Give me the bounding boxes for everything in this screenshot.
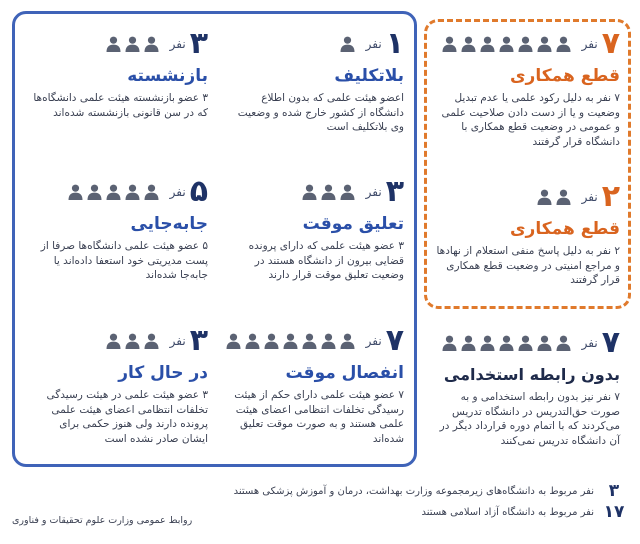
person-icon bbox=[124, 36, 141, 52]
card-undetermined bbox=[226, 27, 404, 135]
card-transfer bbox=[30, 175, 208, 283]
card-description: ۵ عضو هیئت علمی دانشگاه‌ها صرفا از پست مدیریتی خود استعفا داده‌اند یا جابه‌جا شده‌اند bbox=[40, 240, 208, 281]
people-icons bbox=[301, 184, 356, 200]
footer-note-health bbox=[234, 481, 628, 501]
card-title: قطع همکاری bbox=[509, 219, 620, 239]
person-icon bbox=[143, 184, 160, 200]
card-orange-2 bbox=[436, 180, 620, 288]
person-icon bbox=[339, 184, 356, 200]
person-icon bbox=[441, 335, 458, 351]
card-unit: نفر bbox=[365, 37, 382, 51]
card-description: ۳ عضو هیئت علمی در هیئت رسیدگی تخلفات انتظامی اعضای هیئت علمی پرونده دارند ولی هنوز حکمی برای ایشان صادر نشده است bbox=[46, 389, 208, 445]
person-icon bbox=[339, 333, 356, 349]
footer-text: نفر مربوط به دانشگاه آزاد اسلامی هستند bbox=[421, 506, 594, 518]
card-unit: نفر bbox=[169, 37, 186, 51]
person-icon bbox=[339, 36, 356, 52]
card-count: ۷ bbox=[385, 323, 404, 358]
card-title: بدون رابطه استخدامی bbox=[443, 365, 620, 384]
people-icons bbox=[105, 333, 160, 349]
card-retired bbox=[30, 27, 208, 120]
person-icon bbox=[536, 335, 553, 351]
person-icon bbox=[124, 184, 141, 200]
card-count: ۳ bbox=[189, 26, 208, 61]
person-icon bbox=[479, 36, 496, 52]
person-icon bbox=[105, 333, 122, 349]
people-icons bbox=[441, 335, 572, 351]
person-icon bbox=[555, 335, 572, 351]
card-unit: نفر bbox=[169, 334, 186, 348]
card-description: ۷ نفر به دلیل رکود علمی یا عدم تبدیل وضعیت و یا از دست دادن صلاحیت علمی و عمومی در وضعیت قطع همکاری با دانشگاه قرار گرفتند bbox=[441, 92, 620, 148]
card-no-employment bbox=[436, 326, 620, 448]
person-icon bbox=[517, 335, 534, 351]
person-icon bbox=[86, 184, 103, 200]
person-icon bbox=[263, 333, 280, 349]
person-icon bbox=[244, 333, 261, 349]
credit-line: روابط عمومی وزارت علوم تحقیقات و فناوری bbox=[12, 515, 193, 526]
card-unit: نفر bbox=[365, 185, 382, 199]
card-count: ۳ bbox=[385, 174, 404, 209]
person-icon bbox=[479, 335, 496, 351]
people-icons bbox=[441, 36, 572, 52]
person-icon bbox=[301, 333, 318, 349]
footer-note-azad bbox=[421, 502, 628, 522]
card-count: ۱ bbox=[385, 26, 404, 61]
person-icon bbox=[124, 333, 141, 349]
card-title: بلاتکلیف bbox=[334, 66, 404, 86]
card-title: تعلیق موقت bbox=[302, 214, 404, 234]
card-count: ۳ bbox=[189, 323, 208, 358]
card-count: ۷ bbox=[601, 26, 620, 61]
person-icon bbox=[143, 333, 160, 349]
card-title: قطع همکاری bbox=[509, 66, 620, 86]
card-description: ۳ عضو هیئت علمی که دارای پرونده قضایی بیرون از دانشگاه هستند در وضعیت تعلیق موقت قرار دارند bbox=[248, 240, 404, 281]
person-icon bbox=[143, 36, 160, 52]
card-unit: نفر bbox=[581, 336, 598, 350]
person-icon bbox=[460, 36, 477, 52]
card-temp-suspension bbox=[226, 175, 404, 283]
card-description: ۷ نفر نیز بدون رابطه استخدامی و به صورت حق‌التدریس در دانشگاه تدریس می‌کردند که با اتمام دوره قرارداد دیگر در آن دانشگاه تدریس نمی‌کنند bbox=[439, 391, 620, 447]
person-icon bbox=[555, 36, 572, 52]
person-icon bbox=[460, 335, 477, 351]
card-title: بازنشسته bbox=[127, 66, 208, 86]
card-title: انفصال موقت bbox=[285, 363, 404, 383]
card-count: ۷ bbox=[601, 325, 620, 360]
footer-text: نفر مربوط به دانشگاه‌های زیرمجموعه وزارت بهداشت، درمان و آموزش پزشکی هستند bbox=[233, 485, 594, 497]
card-count: ۵ bbox=[189, 174, 208, 209]
card-description: ۲ نفر به دلیل پاسخ منفی استعلام از نهادها و مراجع امنیتی در وضعیت قطع همکاری قرار گرفتند bbox=[436, 245, 620, 286]
person-icon bbox=[105, 36, 122, 52]
card-description: ۷ عضو هیئت علمی دارای حکم از هیئت رسیدگی تخلفات انتظامی اعضای هیئت علمی هستند و به صورت موقت تعلیق شده‌اند bbox=[234, 389, 404, 445]
person-icon bbox=[105, 184, 122, 200]
card-title: جابه‌جایی bbox=[130, 214, 208, 234]
card-unit: نفر bbox=[169, 185, 186, 199]
person-icon bbox=[67, 184, 84, 200]
card-orange-1 bbox=[436, 27, 620, 149]
person-icon bbox=[517, 36, 534, 52]
card-unit: نفر bbox=[581, 37, 598, 51]
person-icon bbox=[498, 36, 515, 52]
card-description: ۳ عضو بازنشسته هیئت علمی دانشگاه‌ها که در سن قانونی بازنشسته شده‌اند bbox=[33, 92, 208, 119]
person-icon bbox=[555, 189, 572, 205]
person-icon bbox=[441, 36, 458, 52]
footer-count: ۳ bbox=[608, 481, 620, 501]
person-icon bbox=[536, 36, 553, 52]
people-icons bbox=[339, 36, 356, 52]
person-icon bbox=[536, 189, 553, 205]
card-title: در حال کار bbox=[118, 363, 208, 383]
person-icon bbox=[301, 184, 318, 200]
card-in-progress bbox=[30, 324, 208, 446]
footer-count: ۱۷ bbox=[603, 502, 625, 522]
person-icon bbox=[282, 333, 299, 349]
card-temp-separation bbox=[226, 324, 404, 446]
people-icons bbox=[105, 36, 160, 52]
person-icon bbox=[320, 333, 337, 349]
people-icons bbox=[536, 189, 572, 205]
person-icon bbox=[320, 184, 337, 200]
card-unit: نفر bbox=[581, 190, 598, 204]
people-icons bbox=[225, 333, 356, 349]
card-unit: نفر bbox=[365, 334, 382, 348]
person-icon bbox=[498, 335, 515, 351]
card-description: اعضو هیئت علمی که بدون اطلاع دانشگاه از کشور خارج شده و وضعیت وی بلاتکلیف است bbox=[237, 92, 404, 133]
person-icon bbox=[225, 333, 242, 349]
card-count: ۲ bbox=[601, 179, 620, 214]
people-icons bbox=[67, 184, 160, 200]
